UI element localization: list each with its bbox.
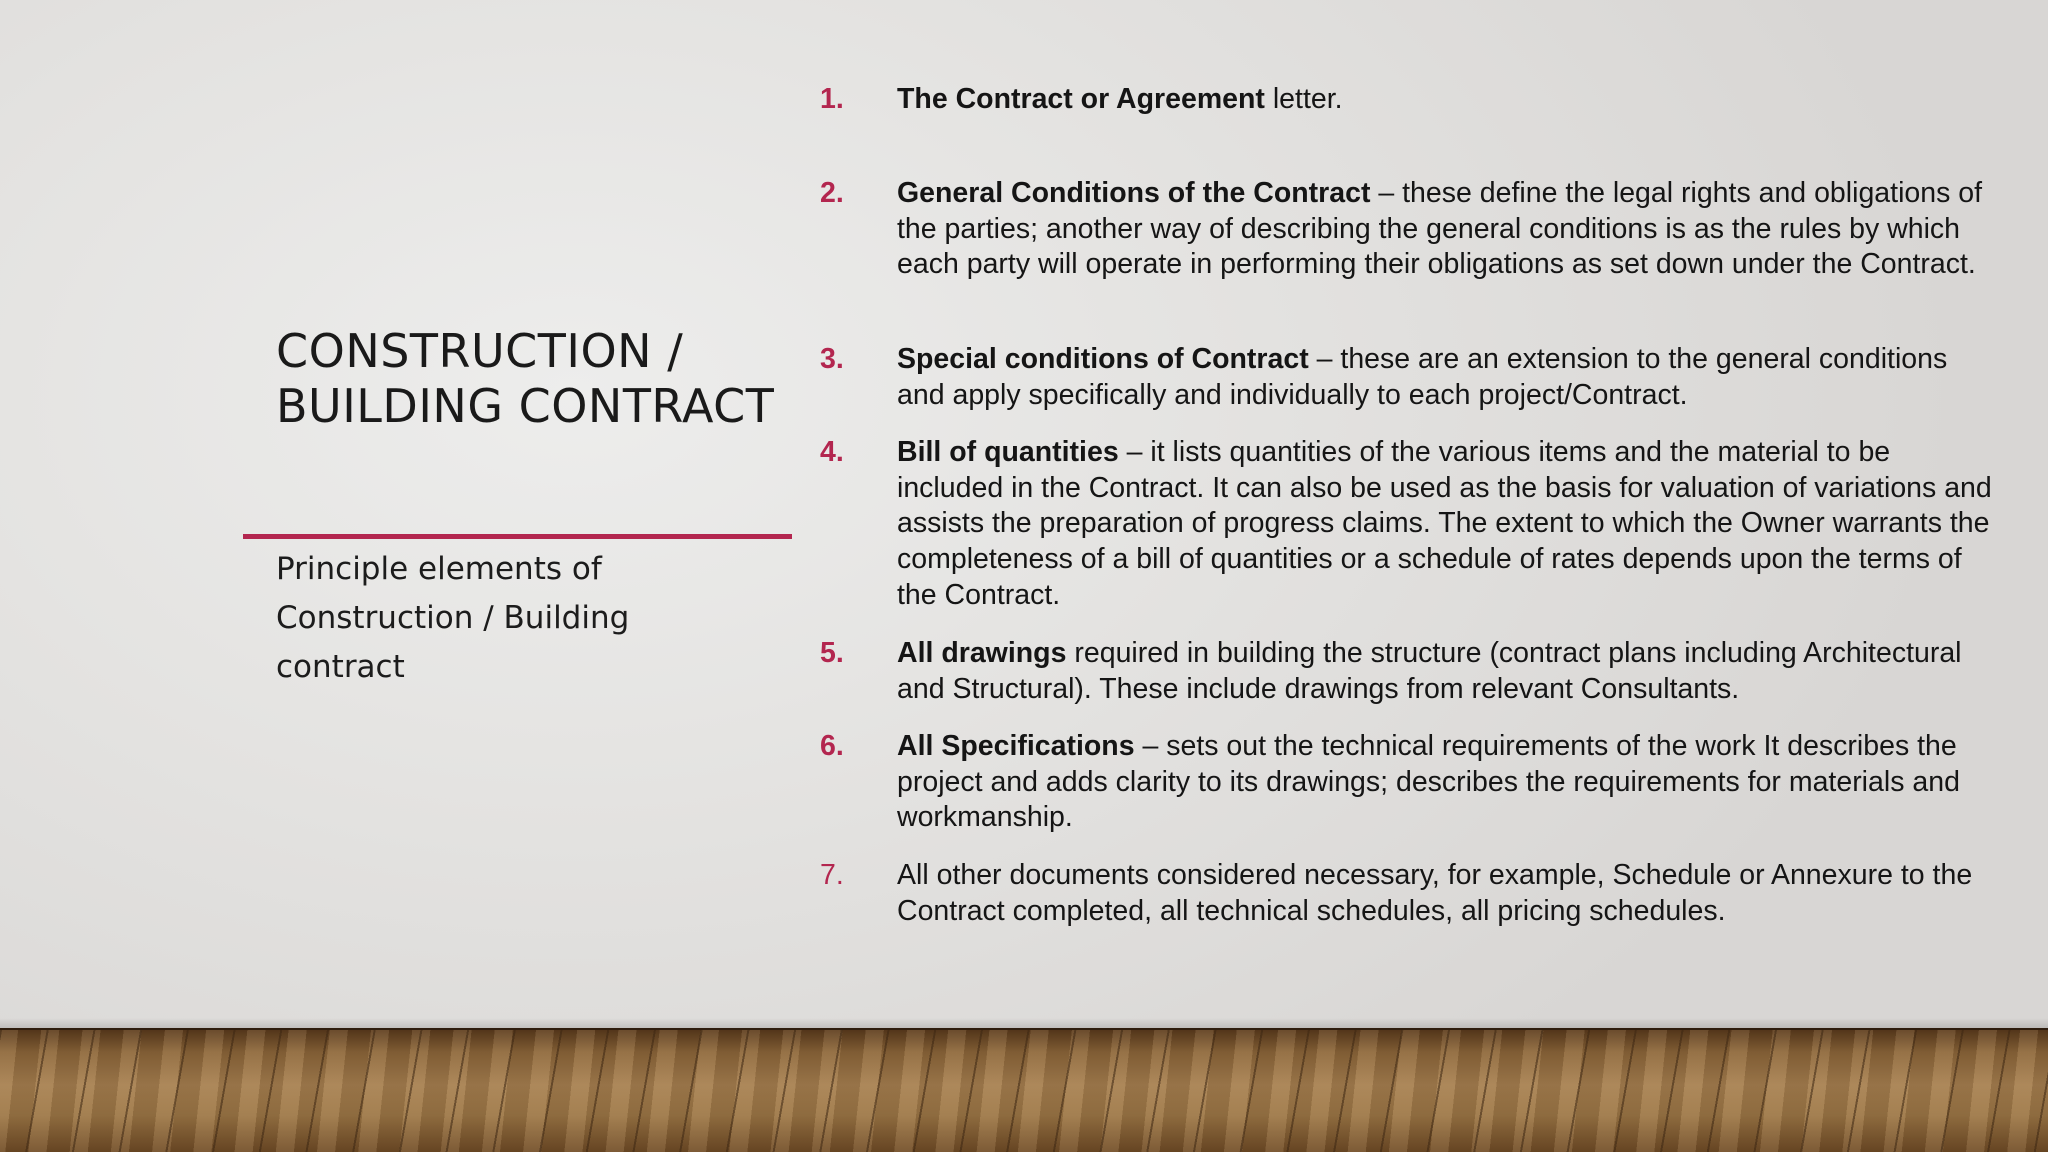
list-item-heading: General Conditions of the Contract: [897, 177, 1371, 209]
list-item-heading: All drawings: [897, 637, 1067, 669]
slide-title: CONSTRUCTION / BUILDING CONTRACT: [276, 324, 775, 433]
list-item-number: 7.: [820, 859, 844, 891]
list-item-body: [897, 729, 1997, 836]
slide-subtitle: Principle elements of Construction / Building contract: [276, 551, 630, 685]
list-item-heading: All Specifications: [897, 730, 1135, 762]
list-item-text: letter.: [1264, 83, 1343, 115]
list-item-body: [897, 176, 1997, 283]
list-item-body: [897, 435, 1997, 614]
list-item-text: required in building the structure (contract plans including Architectural and Structural). These include drawings from relevant Consultants.: [897, 637, 1962, 705]
list-item-heading: The Contract or Agreement: [897, 83, 1265, 115]
wood-floor: [0, 1030, 2048, 1152]
list-item-heading: Special conditions of Contract: [897, 343, 1309, 375]
list-item-number: 1.: [820, 83, 844, 115]
list-item-number: 4.: [820, 436, 844, 468]
list-item-number: 6.: [820, 730, 844, 762]
list-item-body: [897, 82, 1997, 118]
list-item-text: – these define the legal rights and obligations of the parties; another way of describing the general conditions is as the rules by which each party will operate in performing their obligations as set down under the Contract.: [897, 177, 1983, 281]
list-item-text: – these are an extension to the general conditions and apply specifically and individually to each project/Contract.: [897, 343, 1948, 411]
list-item-body: [897, 858, 1997, 929]
list-item-text: All other documents considered necessary, for example, Schedule or Annexure to the Contract completed, all technical schedules, all pricing schedules.: [897, 859, 1973, 927]
list-item-number: 3.: [820, 343, 844, 375]
list-item-number: 2.: [820, 177, 844, 209]
title-divider: [243, 534, 792, 539]
list-item-number: 5.: [820, 637, 844, 669]
list-item-body: [897, 342, 1997, 413]
list-item-text: – sets out the technical requirements of the work It describes the project and adds clarity to its drawings; describes the requirements for materials and workmanship.: [897, 730, 1960, 834]
list-item-body: [897, 636, 1997, 707]
list-item-heading: Bill of quantities: [897, 436, 1119, 468]
list-item-text: – it lists quantities of the various items and the material to be included in the Contract. It can also be used as the basis for valuation of variations and assists the preparation of progress claims. The extent to which the Owner warrants the completeness of a bill of quantities or a schedule of rates depends upon the terms of the Contract.: [897, 436, 1992, 611]
